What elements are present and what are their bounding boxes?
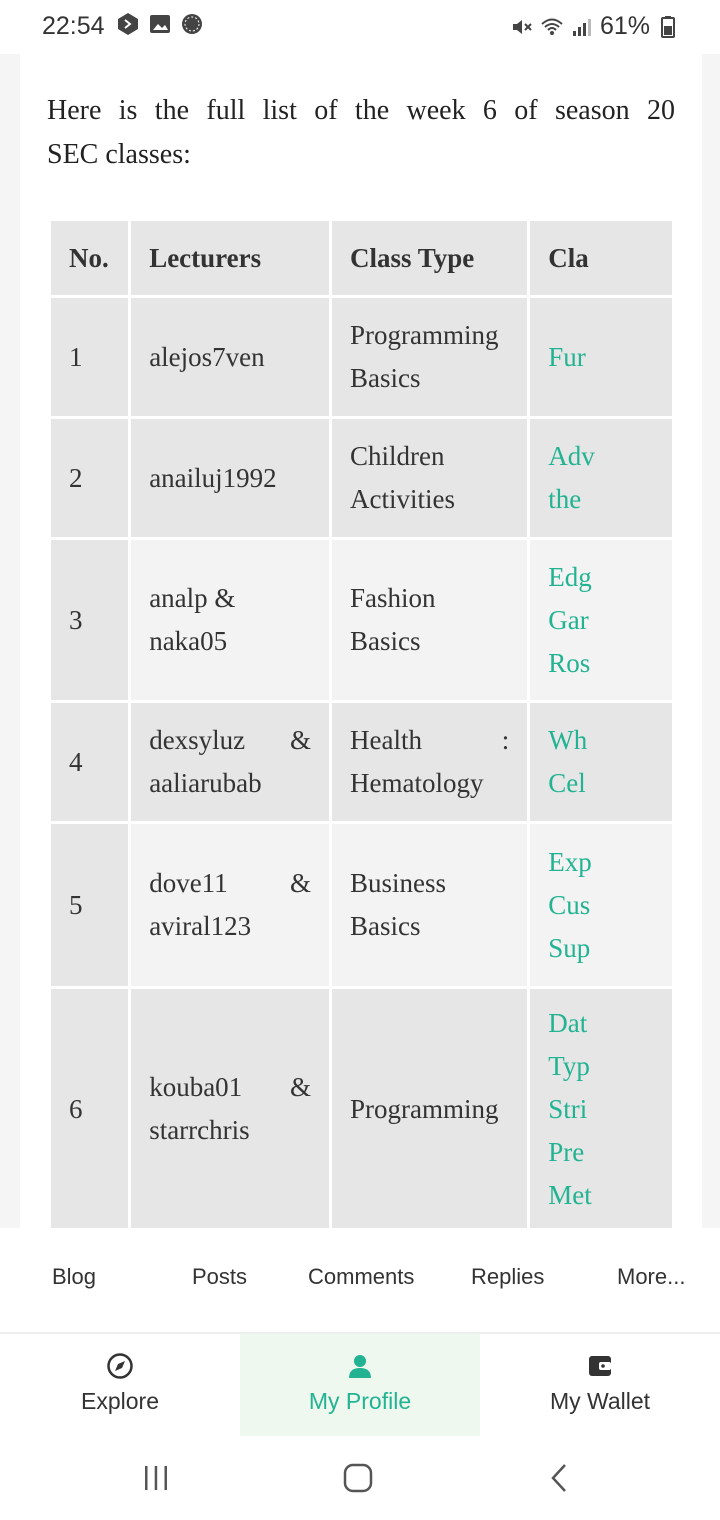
nav-my-profile[interactable] bbox=[240, 1334, 480, 1436]
lecturer-name: dove11 bbox=[149, 868, 228, 898]
lecturers-cell: anailuj1992 bbox=[131, 419, 329, 537]
class-link[interactable]: Gar bbox=[548, 604, 589, 635]
class-type-word: Health bbox=[349, 725, 422, 755]
lecturers-cell: analp & naka05 bbox=[131, 540, 329, 700]
class-type-cell bbox=[332, 989, 527, 1228]
class-link-cell[interactable] bbox=[530, 824, 672, 986]
lecturer-name: dexsyluz bbox=[149, 725, 246, 755]
wallet-icon bbox=[586, 1352, 614, 1380]
header-class-type: Class Type bbox=[332, 221, 527, 295]
lecturers-cell bbox=[131, 824, 329, 986]
user-icon bbox=[346, 1352, 374, 1380]
back-icon[interactable] bbox=[540, 1458, 580, 1498]
classes-table bbox=[48, 218, 675, 1228]
nav-label: My Wallet bbox=[549, 1388, 651, 1414]
class-link[interactable]: Sup bbox=[548, 932, 591, 963]
row-number: 4 bbox=[51, 703, 128, 821]
class-type-line: Programming bbox=[349, 320, 499, 350]
ampersand: & bbox=[289, 1072, 311, 1102]
class-link[interactable]: Cel bbox=[548, 768, 586, 798]
class-type-cell bbox=[332, 419, 527, 537]
class-link[interactable]: Ros bbox=[548, 647, 591, 678]
class-type-line: Children bbox=[349, 441, 445, 471]
class-link[interactable]: Edg bbox=[548, 561, 592, 592]
wifi-icon bbox=[540, 15, 564, 39]
status-bar bbox=[0, 0, 720, 54]
table-row bbox=[51, 989, 672, 1228]
table-row bbox=[51, 298, 672, 416]
notification-icons bbox=[116, 12, 204, 36]
lecturer-name: kouba01 bbox=[149, 1072, 243, 1102]
class-type-cell bbox=[332, 540, 527, 700]
table-row bbox=[51, 824, 672, 986]
row-number: 6 bbox=[51, 989, 128, 1228]
class-type-line: Hematology bbox=[349, 768, 484, 798]
class-type-separator: : bbox=[501, 725, 510, 755]
class-type-line: Business bbox=[349, 868, 447, 898]
recents-icon[interactable] bbox=[136, 1458, 176, 1498]
class-type-line: Basics bbox=[349, 911, 421, 941]
nav-my-wallet[interactable] bbox=[480, 1334, 720, 1436]
app-notification-icon bbox=[116, 12, 140, 36]
class-type-line bbox=[350, 719, 509, 762]
header-no: No. bbox=[51, 221, 128, 295]
intro-paragraph bbox=[47, 89, 675, 177]
row-number: 3 bbox=[51, 540, 128, 700]
battery-percent: 61% bbox=[599, 12, 650, 40]
battery-icon bbox=[656, 15, 680, 39]
signal-icon bbox=[570, 15, 594, 39]
lecturer-line bbox=[149, 862, 311, 905]
tab-replies[interactable]: Replies bbox=[471, 1264, 545, 1289]
nav-label: Explore bbox=[81, 1388, 159, 1414]
class-link-cell[interactable] bbox=[530, 989, 672, 1228]
image-icon bbox=[148, 12, 172, 36]
post-content bbox=[20, 54, 702, 1228]
class-link[interactable]: Met bbox=[548, 1179, 592, 1210]
class-link[interactable]: Stri bbox=[548, 1093, 588, 1124]
intro-line: Here is the full list of the week 6 of season 20 bbox=[47, 95, 675, 126]
clock: 22:54 bbox=[42, 12, 105, 40]
bottom-nav bbox=[0, 1334, 720, 1436]
class-link[interactable]: Exp bbox=[548, 846, 592, 877]
class-link-cell[interactable] bbox=[530, 540, 672, 700]
class-link[interactable]: Adv bbox=[548, 441, 595, 471]
class-type-line: Basics bbox=[349, 626, 421, 656]
class-type-cell bbox=[332, 298, 527, 416]
class-type-line: Basics bbox=[349, 363, 421, 393]
class-type-cell bbox=[332, 703, 527, 821]
lecturer-line bbox=[149, 1066, 311, 1109]
intro-line: SEC classes: bbox=[47, 139, 191, 170]
chat-icon bbox=[180, 12, 204, 36]
class-link[interactable]: Typ bbox=[548, 1050, 590, 1081]
lecturer-line bbox=[149, 719, 311, 762]
class-link-cell[interactable] bbox=[530, 419, 672, 537]
system-status bbox=[510, 12, 680, 41]
lecturer-name: starrchris bbox=[149, 1115, 250, 1145]
class-link-cell[interactable] bbox=[530, 298, 672, 416]
table-row bbox=[51, 419, 672, 537]
class-link[interactable]: Cus bbox=[548, 889, 591, 920]
row-number: 1 bbox=[51, 298, 128, 416]
row-number: 2 bbox=[51, 419, 128, 537]
class-link[interactable]: Pre bbox=[548, 1136, 585, 1167]
tab-more[interactable]: More... bbox=[617, 1264, 686, 1289]
ampersand: & bbox=[289, 725, 311, 755]
system-navigation-bar bbox=[0, 1436, 720, 1520]
lecturer-name: aaliarubab bbox=[149, 768, 262, 798]
tab-comments[interactable]: Comments bbox=[308, 1264, 415, 1289]
row-number: 5 bbox=[51, 824, 128, 986]
class-type-line: Fashion bbox=[349, 583, 436, 613]
ampersand: & bbox=[289, 868, 311, 898]
mute-icon bbox=[510, 15, 534, 39]
class-link-cell[interactable] bbox=[530, 703, 672, 821]
class-link[interactable]: Dat bbox=[548, 1007, 588, 1038]
compass-icon bbox=[106, 1352, 134, 1380]
class-type-line: Programming bbox=[349, 1093, 499, 1124]
lecturers-cell bbox=[131, 703, 329, 821]
class-link[interactable]: the bbox=[548, 484, 582, 514]
class-type-cell bbox=[332, 824, 527, 986]
profile-tabs bbox=[0, 1228, 720, 1332]
class-type-line: Activities bbox=[349, 484, 455, 514]
table-row bbox=[51, 703, 672, 821]
table-row bbox=[51, 540, 672, 700]
tab-posts[interactable]: Posts bbox=[192, 1264, 248, 1289]
classes-table-container[interactable] bbox=[48, 218, 675, 1228]
lecturer-name: aviral123 bbox=[149, 911, 252, 941]
tab-blog[interactable]: Blog bbox=[52, 1264, 97, 1289]
lecturers-cell bbox=[131, 989, 329, 1228]
class-link[interactable]: Wh bbox=[548, 725, 588, 755]
nav-explore[interactable] bbox=[0, 1334, 240, 1436]
lecturers-cell: alejos7ven bbox=[131, 298, 329, 416]
header-class: Cla bbox=[530, 221, 672, 295]
home-icon[interactable] bbox=[338, 1458, 378, 1498]
nav-label: My Profile bbox=[308, 1388, 412, 1414]
class-link[interactable]: Fur bbox=[548, 341, 586, 372]
header-lecturers: Lecturers bbox=[131, 221, 329, 295]
